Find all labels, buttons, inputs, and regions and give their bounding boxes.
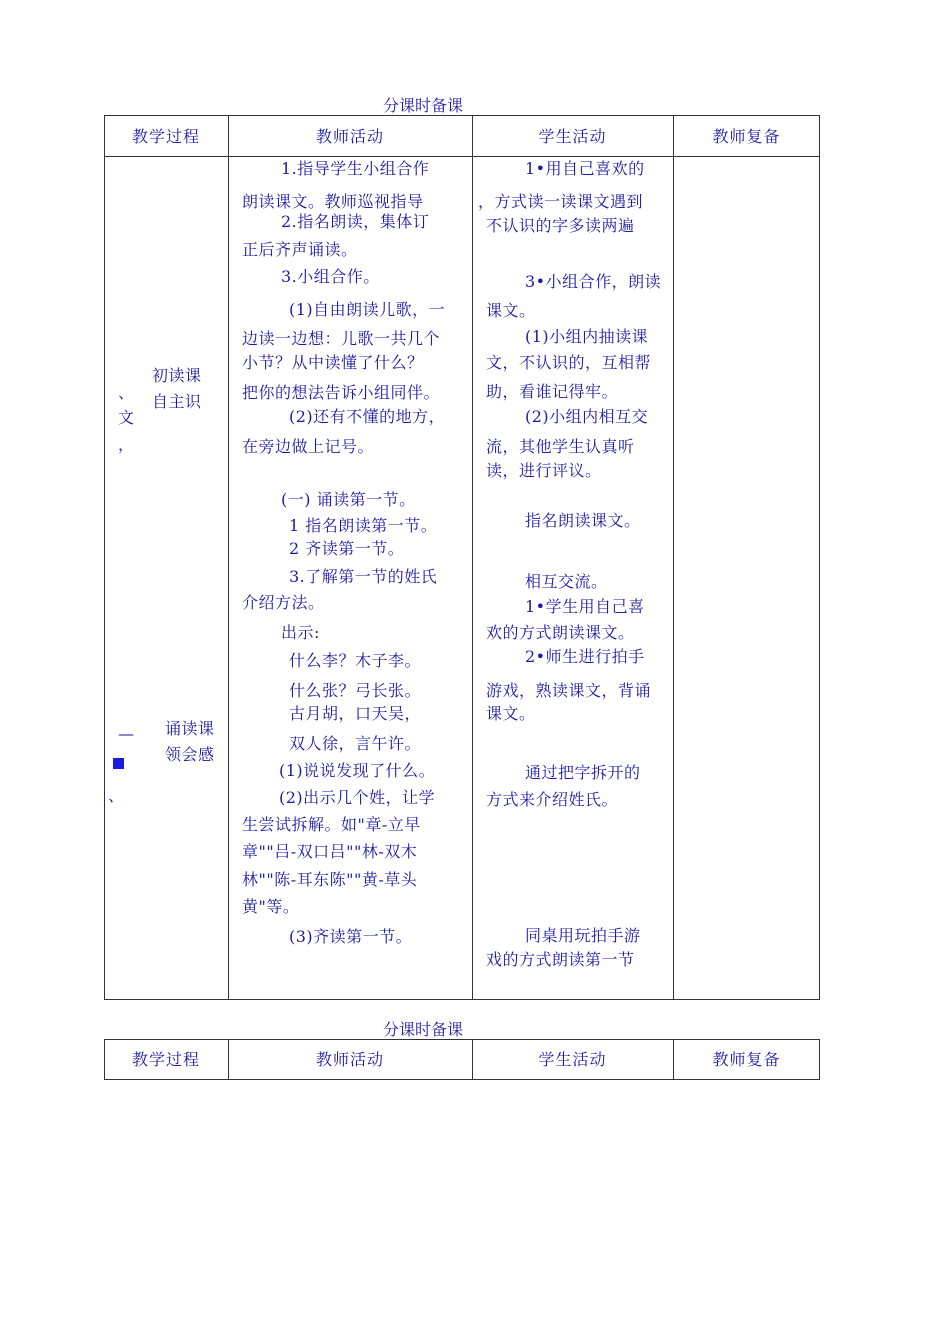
- student-line: 相互交流。: [525, 572, 608, 591]
- student-line: (2)小组内相互交: [525, 407, 649, 426]
- teacher-line: 把你的想法告诉小组同伴。: [242, 383, 441, 402]
- header-teacher-activity: 教师活动: [315, 1050, 384, 1069]
- header-teacher-activity: 教师活动: [315, 127, 384, 146]
- bullet-square-icon: [113, 758, 124, 769]
- teacher-line: (一) 诵读第一节。: [281, 490, 416, 509]
- student-line: (1)小组内抽读课: [525, 327, 649, 346]
- process-step-1-text: 初读课: [152, 366, 202, 385]
- teacher-line: 什么张？弓长张。: [289, 681, 422, 700]
- header-student-activity: 学生活动: [538, 1050, 607, 1069]
- teacher-line: 黄"等。: [242, 897, 300, 916]
- student-line: 游戏，熟读课文，背诵: [486, 681, 652, 700]
- student-line: 流，其他学生认真听: [486, 437, 635, 456]
- teacher-line: 1 指名朗读第一节。: [289, 516, 438, 535]
- teacher-line: 生尝试拆解。如"章-立早: [242, 815, 421, 834]
- teacher-line: 3.小组合作。: [281, 267, 380, 286]
- student-line: 课文。: [486, 301, 536, 320]
- process-step-2-text: 领会感: [165, 745, 215, 764]
- teacher-line: 章""吕-双口吕""林-双木: [242, 842, 418, 861]
- teacher-line: 2.指名朗读，集体订: [281, 212, 430, 231]
- teacher-line: 出示:: [281, 623, 320, 642]
- teacher-line: (2)出示几个姓，让学: [279, 788, 436, 807]
- teacher-line: 正后齐声诵读。: [242, 240, 358, 259]
- student-line: 读，进行评议。: [486, 461, 602, 480]
- teacher-line: 1.指导学生小组合作: [281, 159, 430, 178]
- student-line: 3•小组合作，朗读: [525, 272, 662, 291]
- teacher-line: 2 齐读第一节。: [289, 539, 405, 558]
- student-line: 不认识的字多读两遍: [486, 216, 635, 235]
- student-line: 2•师生进行拍手: [525, 647, 645, 666]
- process-step-2-dash: —: [118, 724, 135, 743]
- header-teacher-review: 教师复备: [712, 1050, 781, 1069]
- header-process: 教学过程: [131, 127, 200, 146]
- section2-title: 分课时备课: [383, 1020, 464, 1039]
- student-line: 方式来介绍姓氏。: [486, 790, 619, 809]
- teacher-line: 边读一边想：儿歌一共几个: [242, 329, 441, 348]
- teacher-line: 在旁边做上记号。: [242, 437, 375, 456]
- section1-title: 分课时备课: [383, 96, 464, 115]
- student-line: 1•用自己喜欢的: [525, 159, 645, 178]
- teacher-line: 林""陈-耳东陈""黄-草头: [242, 870, 418, 889]
- student-line: 同桌用玩拍手游: [525, 926, 641, 945]
- header-divider: [104, 156, 820, 157]
- student-line: 欢的方式朗读课文。: [486, 623, 635, 642]
- teacher-line: 介绍方法。: [242, 593, 325, 612]
- process-step-1-mark: ，: [118, 435, 135, 454]
- student-line: 课文。: [486, 704, 536, 723]
- column-divider: [472, 115, 473, 1000]
- process-step-1-mark: 文: [118, 408, 135, 427]
- teacher-line: (1)说说发现了什么。: [279, 761, 436, 780]
- table-frame: [104, 115, 820, 1000]
- process-step-2-mark: 、: [108, 786, 125, 805]
- process-step-1-mark: 、: [118, 383, 135, 402]
- teacher-line: 朗读课文。教师巡视指导: [242, 192, 424, 211]
- teacher-line: (2)还有不懂的地方，: [289, 407, 446, 426]
- header-teacher-review: 教师复备: [712, 127, 781, 146]
- teacher-line: 小节？从中读懂了什么？: [242, 353, 424, 372]
- student-line: 通过把字拆开的: [525, 763, 641, 782]
- column-divider: [228, 115, 229, 1000]
- header-student-activity: 学生活动: [538, 127, 607, 146]
- header-process: 教学过程: [131, 1050, 200, 1069]
- student-line: 助，看谁记得牢。: [486, 382, 619, 401]
- column-divider: [673, 115, 674, 1000]
- teacher-line: 什么李？木子李。: [289, 651, 422, 670]
- teacher-line: 双人徐，言午许。: [289, 734, 422, 753]
- teacher-line: (3)齐读第一节。: [289, 927, 413, 946]
- teacher-line: 3.了解第一节的姓氏: [289, 567, 438, 586]
- teacher-line: 古月胡，口天吴，: [289, 704, 422, 723]
- student-line: 戏的方式朗读第一节: [486, 950, 635, 969]
- process-step-2-text: 诵读课: [165, 719, 215, 738]
- student-line: ，方式读一读课文遇到: [478, 192, 644, 211]
- student-line: 文，不认识的，互相帮: [486, 353, 652, 372]
- student-line: 1•学生用自己喜: [525, 597, 645, 616]
- teacher-line: (1)自由朗读儿歌，一: [289, 300, 446, 319]
- student-line: 指名朗读课文。: [525, 511, 641, 530]
- process-step-1-text: 自主识: [152, 392, 202, 411]
